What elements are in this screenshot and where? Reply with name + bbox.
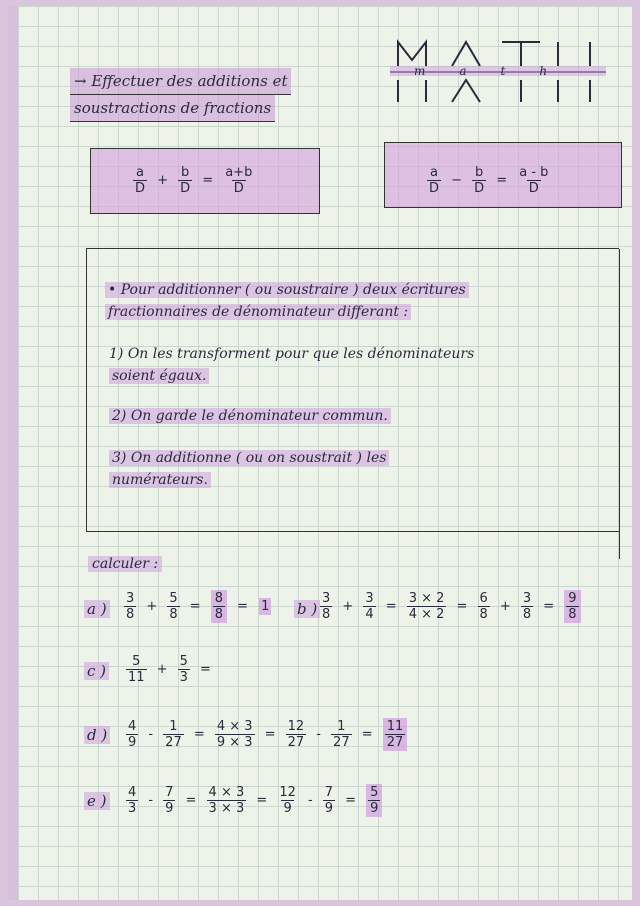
exercise-c-label: c ) (84, 662, 109, 680)
rules-box (86, 248, 619, 532)
math-logo (390, 38, 606, 106)
exercise-d: $\frac{4}{9}$ - $\frac{1}{27}$ = $\frac{4 \times 3}{9 \times 3}$ = $\frac{12}{27}$ - $\frac{1}{27}$ = $\frac{11}{27}$ (124, 718, 409, 751)
rule-step-3: 3) On additionne ( ou on soustrait ) les numérateurs. (109, 447, 389, 491)
title-line-1: → Effectuer des additions et (70, 68, 291, 95)
exercise-c: $\frac{5}{11}$ + $\frac{5}{3}$ = (128, 654, 211, 685)
addition-formula-box: $\frac{a}{D}$ + $\frac{b}{D}$ = $\frac{a+b}{D}$ (90, 148, 320, 214)
rule-step-2: 2) On garde le dénominateur commun. (109, 405, 391, 427)
subtraction-formula-box: $\frac{a}{D}$ − $\frac{b}{D}$ = $\frac{a - b}{D}$ (384, 142, 622, 208)
exercise-a-label: a ) (84, 600, 110, 618)
logo-text: math (414, 64, 582, 78)
exercise-a: $\frac{3}{8}$ + $\frac{5}{8}$ = $\frac{8}{8}$ = 1 (126, 591, 270, 622)
exercise-b: $\frac{3}{8}$ + $\frac{3}{4}$ = $\frac{3 \times 2}{4 \times 2}$ = $\frac{6}{8}$ + $\frac{3}{8}$ = $\frac{9}{8}$ (318, 590, 583, 623)
exercise-d-label: d ) (84, 726, 110, 744)
exercise-e: $\frac{4}{3}$ - $\frac{7}{9}$ = $\frac{4 \times 3}{3 \times 3}$ = $\frac{12}{9}$ - $\frac{7}{9}$ = $\frac{5}{9}$ (124, 784, 384, 817)
calculate-heading: calculer : (88, 556, 162, 572)
title-line-2: soustractions de fractions (70, 95, 275, 122)
notebook-page (8, 6, 632, 900)
rule-intro: • Pour additionner ( ou soustraire ) deux écritures fractionnaires de dénominateur differant : (105, 279, 469, 323)
rule-step-1: 1) On les transforment pour que les dénominateurs soient égaux. (109, 346, 475, 384)
exercise-e-label: e ) (84, 792, 110, 810)
lesson-title (70, 68, 360, 122)
exercise-b-label: b ) (294, 600, 320, 618)
